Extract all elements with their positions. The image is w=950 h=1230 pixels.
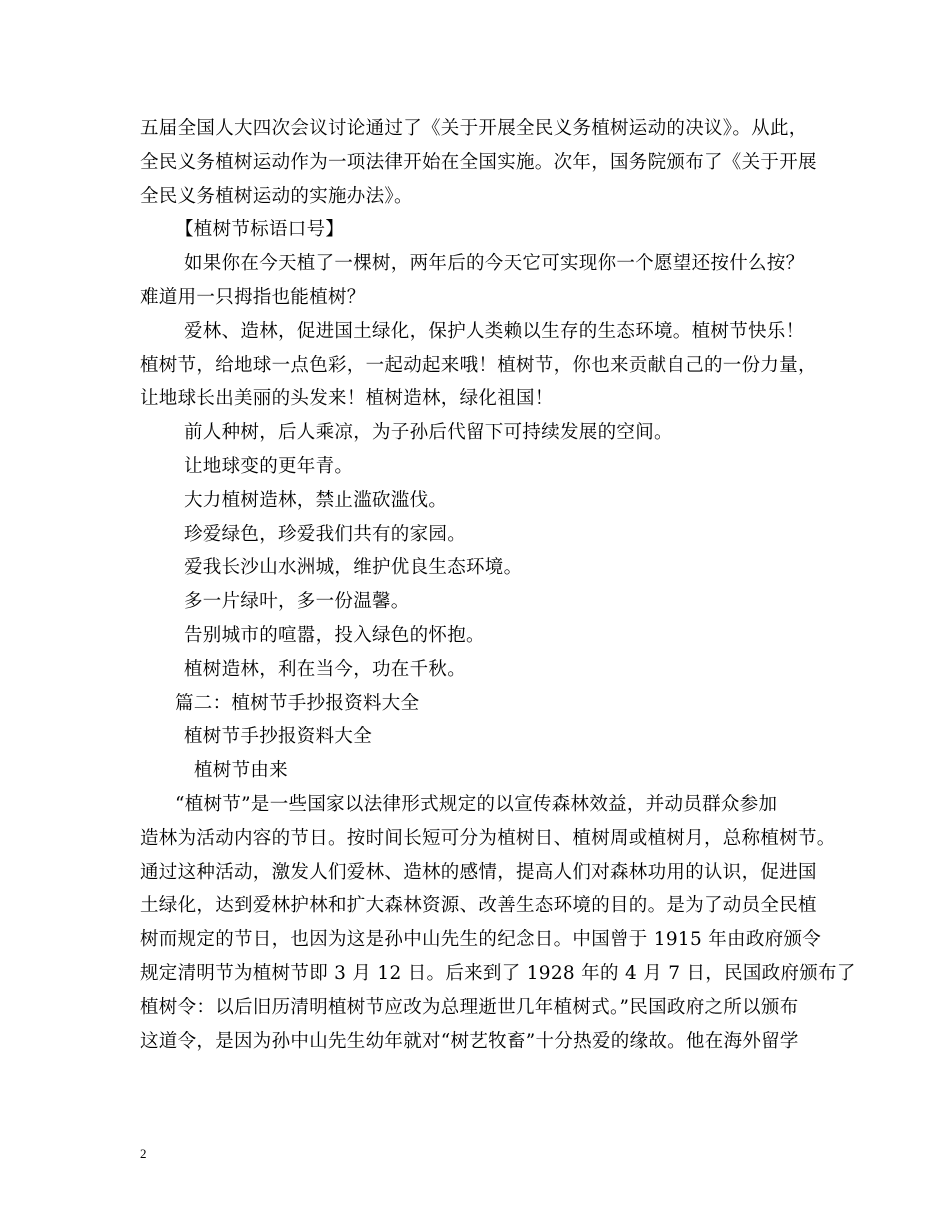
slogan-line: 前人种树，后人乘凉，为子孙后代留下可持续发展的空间。 — [184, 422, 673, 444]
section-heading: 【植树节标语口号】 — [175, 219, 345, 241]
slogan-line: 让地球变的更年青。 — [184, 455, 354, 477]
slogan-line: 告别城市的喧嚣，投入绿色的怀抱。 — [184, 624, 485, 646]
text-line: 难道用一只拇指也能植树？ — [140, 286, 366, 308]
text-line: 规定清明节为植树节即 3 月 12 日。后来到了 1928 年的 4 月 7 日，民国政府颁布了 — [140, 962, 856, 984]
text-line: 五届全国人大四次会议讨论通过了《关于开展全民义务植树运动的决议》。从此， — [140, 118, 808, 139]
text-line: 造林为活动内容的节日。按时间长短可分为植树日、植树周或植树月，总称植树节。 — [140, 827, 836, 849]
slogan-line: 珍爱绿色，珍爱我们共有的家园。 — [184, 523, 467, 545]
slogan-line: 爱我长沙山水洲城，维护优良生态环境。 — [184, 557, 523, 579]
text-line: 全民义务植树运动的实施办法》。 — [140, 185, 413, 207]
text-line: 树而规定的节日，也因为这是孙中山先生的纪念日。中国曾于 1915 年由政府颁令 — [140, 929, 822, 951]
text-line: 全民义务植树运动作为一项法律开始在全国实施。次年，国务院颁布了《关于开展 — [140, 151, 817, 173]
chapter-heading: 篇二：植树节手抄报资料大全 — [175, 692, 420, 714]
subheading: 植树节手抄报资料大全 — [184, 726, 373, 748]
slogan-line: 大力植树造林，禁止滥砍滥伐。 — [184, 489, 448, 511]
text-line: 爱林、造林，促进国土绿化，保护人类赖以生存的生态环境。植树节快乐！ — [184, 320, 805, 342]
text-line: 这道令，是因为孙中山先生幼年就对“树艺牧畜”十分热爱的缘故。他在海外留学 — [140, 1030, 799, 1052]
subheading: 植树节由来 — [194, 760, 289, 782]
slogan-line: 植树造林，利在当今，功在千秋。 — [184, 658, 467, 680]
text-line: 植树令：以后旧历清明植树节应改为总理逝世几年植树式。”民国政府之所以颁布 — [140, 996, 799, 1018]
text-line: 植树节，给地球一点色彩，一起动起来哦！植树节，你也来贡献自己的一份力量， — [140, 354, 817, 376]
text-line: 让地球长出美丽的头发来！植树造林，绿化祖国！ — [140, 388, 554, 410]
text-line: 土绿化，达到爱林护林和扩大森林资源、改善生态环境的目的。是为了动员全民植 — [140, 895, 817, 917]
text-line: 如果你在今天植了一棵树，两年后的今天它可实现你一个愿望还按什么按？ — [184, 253, 805, 275]
slogan-line: 多一片绿叶，多一份温馨。 — [184, 591, 410, 613]
text-line: “植树节”是一些国家以法律形式规定的以宣传森林效益，并动员群众参加 — [175, 793, 778, 815]
document-body — [140, 112, 856, 1058]
page-number: 2 — [140, 1146, 147, 1161]
text-line: 通过这种活动，激发人们爱林、造林的感情，提高人们对森林功用的认识，促进国 — [140, 861, 817, 883]
